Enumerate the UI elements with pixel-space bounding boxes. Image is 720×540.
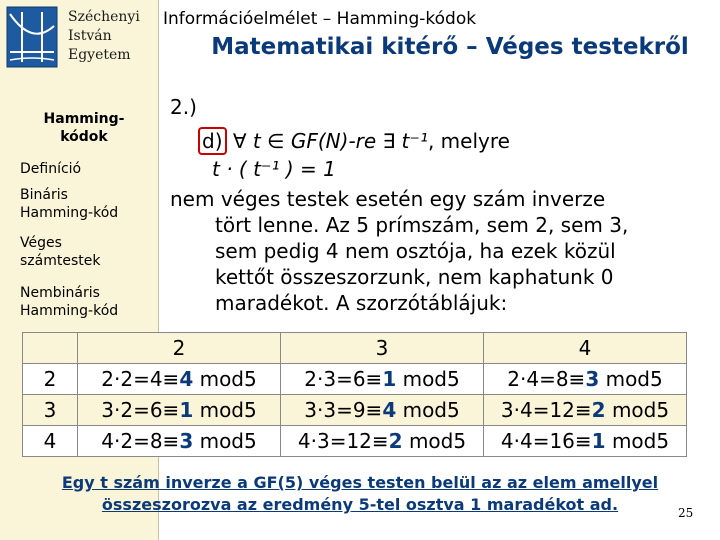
sidebar-divider <box>158 0 159 540</box>
cell-result: 2 <box>591 398 606 422</box>
cell-modulus: mod5 <box>599 367 663 391</box>
cell-result: 1 <box>382 367 397 391</box>
table-cell <box>281 364 484 395</box>
table-header-cell: 2 <box>78 333 281 364</box>
cell-result: 2 <box>388 429 403 453</box>
cell-modulus: mod5 <box>605 429 670 453</box>
table-cell <box>281 395 484 426</box>
row-label: 3 <box>23 395 78 426</box>
cell-modulus: mod5 <box>193 429 257 453</box>
table-cell <box>484 395 687 426</box>
footer-note: Egy t szám inverze a GF(5) véges testen belül az az elem amellyel összeszorozva az eredmény 5-tel osztva 1 maradékot ad. <box>61 473 659 514</box>
cell-expression: 2·3=6≡ <box>304 367 383 391</box>
table-cell <box>281 426 484 457</box>
table-row <box>23 364 687 395</box>
cell-expression: 4·3=12≡ <box>297 429 389 453</box>
cell-modulus: mod5 <box>193 367 257 391</box>
table-cell <box>78 395 281 426</box>
table-cell <box>484 364 687 395</box>
sidebar-item-binaris-hamming-kod[interactable]: Bináris Hamming-kód <box>20 187 119 221</box>
cell-result: 1 <box>179 398 194 422</box>
cell-expression: 3·3=9≡ <box>304 398 383 422</box>
explanation-paragraph <box>170 186 715 316</box>
cell-modulus: mod5 <box>193 398 257 422</box>
cell-result: 4 <box>382 398 397 422</box>
cell-result: 3 <box>585 367 600 391</box>
header-title: Információelmélet – Hamming-kódok <box>163 9 477 29</box>
definition-suffix: , melyre <box>427 129 510 153</box>
cell-expression: 3·2=6≡ <box>101 398 180 422</box>
table-header-cell <box>23 333 78 364</box>
row-label: 2 <box>23 364 78 395</box>
cell-expression: 3·4=12≡ <box>500 398 592 422</box>
table-header-row <box>23 333 687 364</box>
definition-line <box>198 128 510 154</box>
cell-expression: 2·2=4≡ <box>101 367 180 391</box>
cell-result: 3 <box>179 429 194 453</box>
sidebar-item-definicio[interactable]: Definíció <box>20 161 82 177</box>
cell-modulus: mod5 <box>396 398 460 422</box>
cell-expression: 4·2=8≡ <box>101 429 180 453</box>
inverse-formula <box>212 156 336 182</box>
table-header-cell: 3 <box>281 333 484 364</box>
cell-modulus: mod5 <box>396 367 460 391</box>
sidebar <box>0 0 158 540</box>
inverse-formula-text: t · ( t⁻¹ ) = 1 <box>212 157 336 181</box>
paragraph-line: nem véges testek esetén egy szám inverze <box>170 187 606 211</box>
university-name-line3: Egyetem <box>68 47 131 63</box>
university-name <box>68 8 140 65</box>
table-row <box>23 426 687 457</box>
page-number: 25 <box>678 506 694 520</box>
university-name-line1: Széchenyi <box>68 9 140 25</box>
cell-modulus: mod5 <box>402 429 467 453</box>
sidebar-title: Hamming-kódok <box>43 111 125 145</box>
cell-result: 4 <box>179 367 194 391</box>
university-logo-icon <box>6 6 58 68</box>
university-name-line2: István <box>68 28 112 44</box>
paragraph-line: kettőt összeszorzunk, nem kaphatunk 0 <box>215 265 614 289</box>
item-d-label: d) <box>198 127 227 155</box>
paragraph-line: maradékot. A szorzótáblájuk: <box>215 291 508 315</box>
step-number: 2.) <box>170 95 197 119</box>
row-label: 4 <box>23 426 78 457</box>
cell-expression: 4·4=16≡ <box>500 429 592 453</box>
multiplication-table <box>22 332 687 457</box>
paragraph-line: tört lenne. Az 5 prímszám, sem 2, sem 3, <box>215 213 629 237</box>
cell-modulus: mod5 <box>605 398 670 422</box>
table-cell <box>78 426 281 457</box>
sidebar-item-veges-szamtestek[interactable]: Véges számtestek <box>20 235 101 269</box>
sidebar-item-nembinaris-hamming-kod[interactable]: Nembináris Hamming-kód <box>20 285 119 319</box>
table-cell <box>78 364 281 395</box>
table-row <box>23 395 687 426</box>
cell-result: 1 <box>591 429 606 453</box>
cell-expression: 2·4=8≡ <box>507 367 586 391</box>
paragraph-line: sem pedig 4 nem osztója, ha ezek közül <box>215 239 616 263</box>
page-title: Matematikai kitérő – Véges testekről <box>211 34 689 60</box>
table-header-cell: 4 <box>484 333 687 364</box>
table-cell <box>484 426 687 457</box>
definition-quantifier: ∀ t ∈ GF(N)-re ∃ t⁻¹ <box>232 129 428 153</box>
